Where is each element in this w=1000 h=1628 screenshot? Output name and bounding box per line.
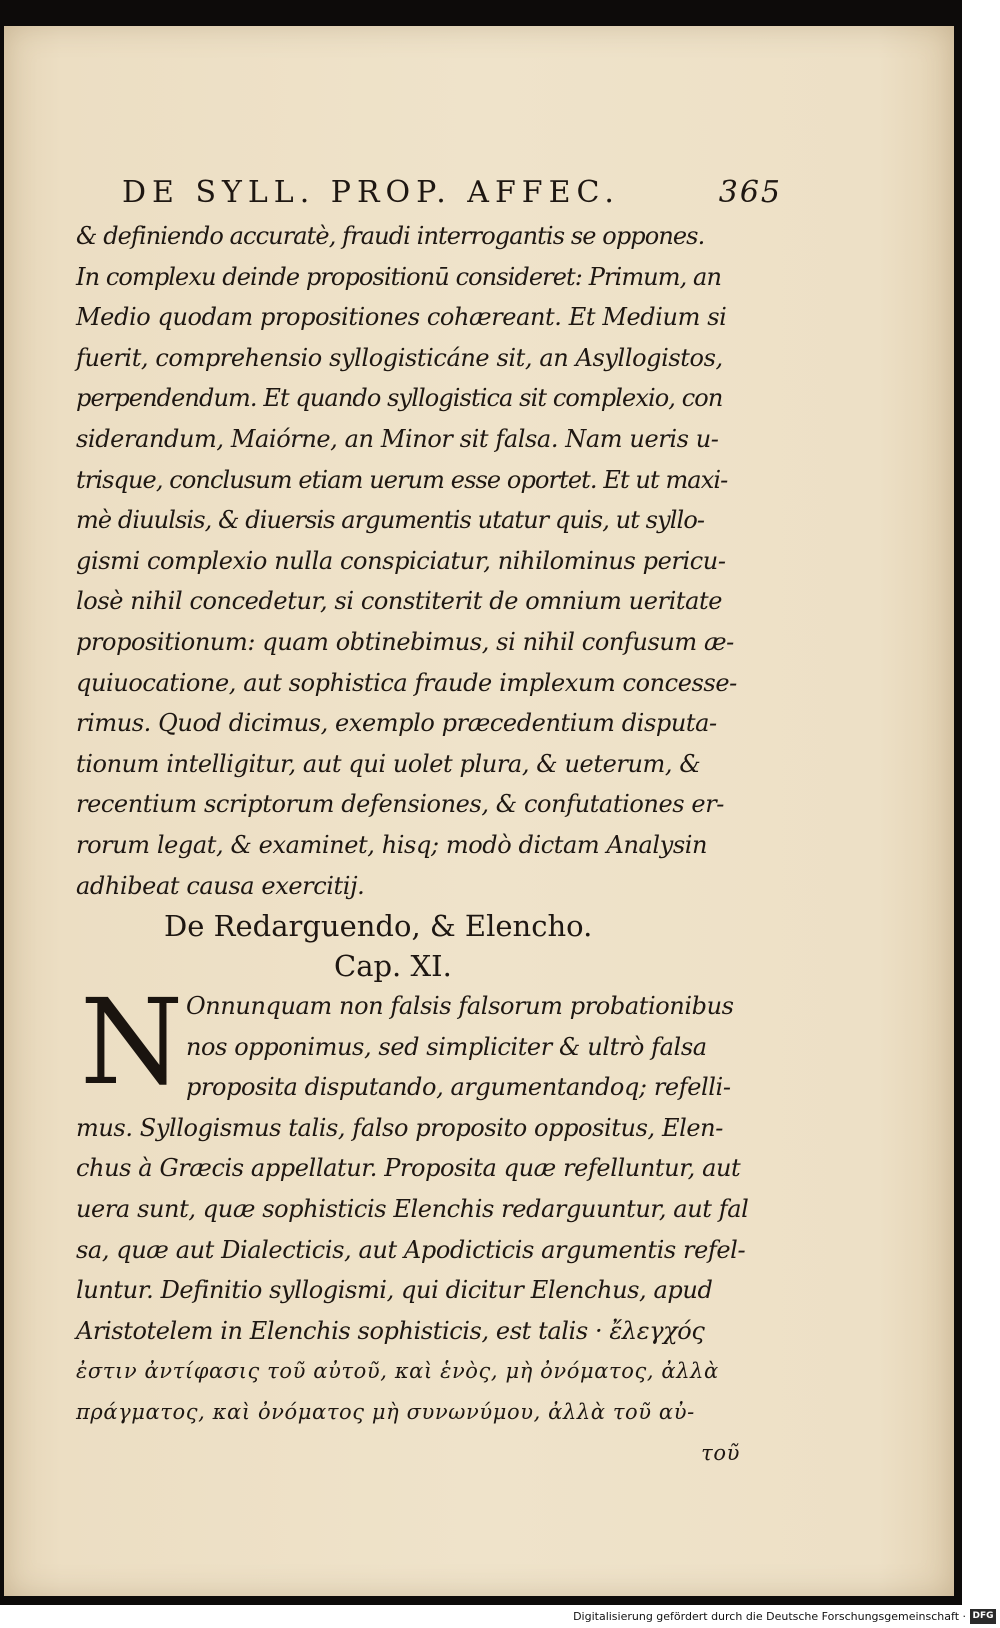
running-head: [122, 170, 782, 216]
text-line: chus à Græcis appellatur. Proposita quæ refelluntur, aut: [76, 1154, 741, 1183]
book-page: [4, 26, 954, 1596]
chapter-title: De Redarguendo, & Elencho.: [164, 909, 593, 944]
text-line: & definiendo accuratè, fraudi interrogantis se oppones.: [76, 222, 705, 250]
text-line: quiuocatione, aut sophistica fraude implexum concesse-: [76, 668, 737, 697]
text-line: siderandum, Maiórne, an Minor sit falsa. Nam ueris u-: [76, 424, 719, 453]
page-number: 365: [718, 175, 782, 210]
text-line: trisque, conclusum etiam uerum esse oportet. Et ut maxi-: [76, 465, 728, 494]
text-line: tionum intelligitur, aut qui uolet plura, & ueterum, &: [76, 749, 701, 778]
catchword: τοῦ: [701, 1440, 740, 1465]
digitization-footer: [0, 1607, 1000, 1628]
funding-credit: Digitalisierung gefördert durch die Deutsche Forschungsgemeinschaft ·: [573, 1610, 966, 1623]
text-line: perpendendum. Et quando syllogistica sit complexio, con: [76, 384, 723, 413]
text-line: nos opponimus, sed simpliciter & ultrò falsa: [186, 1032, 707, 1061]
greek-text-line: πράγματος, καὶ ὀνόματος μὴ συνωνύμου, ἀλλὰ τοῦ αὐ-: [76, 1400, 695, 1425]
text-line: In complexu deinde propositionū consideret: Primum, an: [76, 262, 722, 291]
text-line: Onnunquam non falsis falsorum probationibus: [186, 992, 734, 1021]
running-head-title: DE SYLL. PROP. AFFEC.: [122, 175, 620, 210]
chapter-opening: [76, 973, 776, 1112]
text-line: uera sunt, quæ sophisticis Elenchis redarguuntur, aut fal: [76, 1195, 749, 1224]
text-line: gismi complexio nulla conspiciatur, nihilominus pericu-: [76, 546, 726, 575]
text-line: recentium scriptorum defensiones, & confutationes er-: [76, 790, 724, 819]
text-line: rorum legat, & examinet, hisq; modò dictam Analysin: [76, 830, 708, 859]
text-line: mè diuulsis, & diuersis argumentis utatur quis, ut syllo-: [76, 506, 705, 535]
text-line: rimus. Quod dicimus, exemplo præcedentium disputa-: [76, 709, 717, 738]
text-line: Aristotelem in Elenchis sophisticis, est talis · ἔλεγχός: [76, 1316, 705, 1345]
text-block: [76, 170, 782, 1473]
text-line: propositionum: quam obtinebimus, si nihil confusum æ-: [76, 627, 734, 656]
text-line: sa, quæ aut Dialecticis, aut Apodicticis argumentis refel-: [76, 1235, 746, 1264]
greek-text-line: ἐστιν ἀντίφασις τοῦ αὐτοῦ, καὶ ἑνὸς, μὴ ὀνόματος, ἀλλὰ: [76, 1359, 719, 1384]
text-line: proposita disputando, argumentandoq; refelli-: [186, 1073, 731, 1102]
text-line: adhibeat causa exercitij.: [76, 871, 365, 900]
text-line: fuerit, comprehensio syllogisticáne sit, an Asyllogistos,: [76, 343, 723, 372]
chapter-number: Cap. XI.: [334, 949, 452, 984]
text-line: mus. Syllogismus talis, falso proposito oppositus, Elen-: [76, 1113, 723, 1142]
drop-cap-initial: N: [80, 973, 184, 1112]
text-line: Medio quodam propositiones cohæreant. Et Medium si: [76, 303, 727, 332]
text-line: luntur. Definitio syllogismi, qui dicitur Elenchus, apud: [76, 1276, 713, 1305]
dfg-logo: DFG: [970, 1609, 996, 1624]
text-line: losè nihil concedetur, si constiterit de omnium ueritate: [76, 587, 723, 616]
